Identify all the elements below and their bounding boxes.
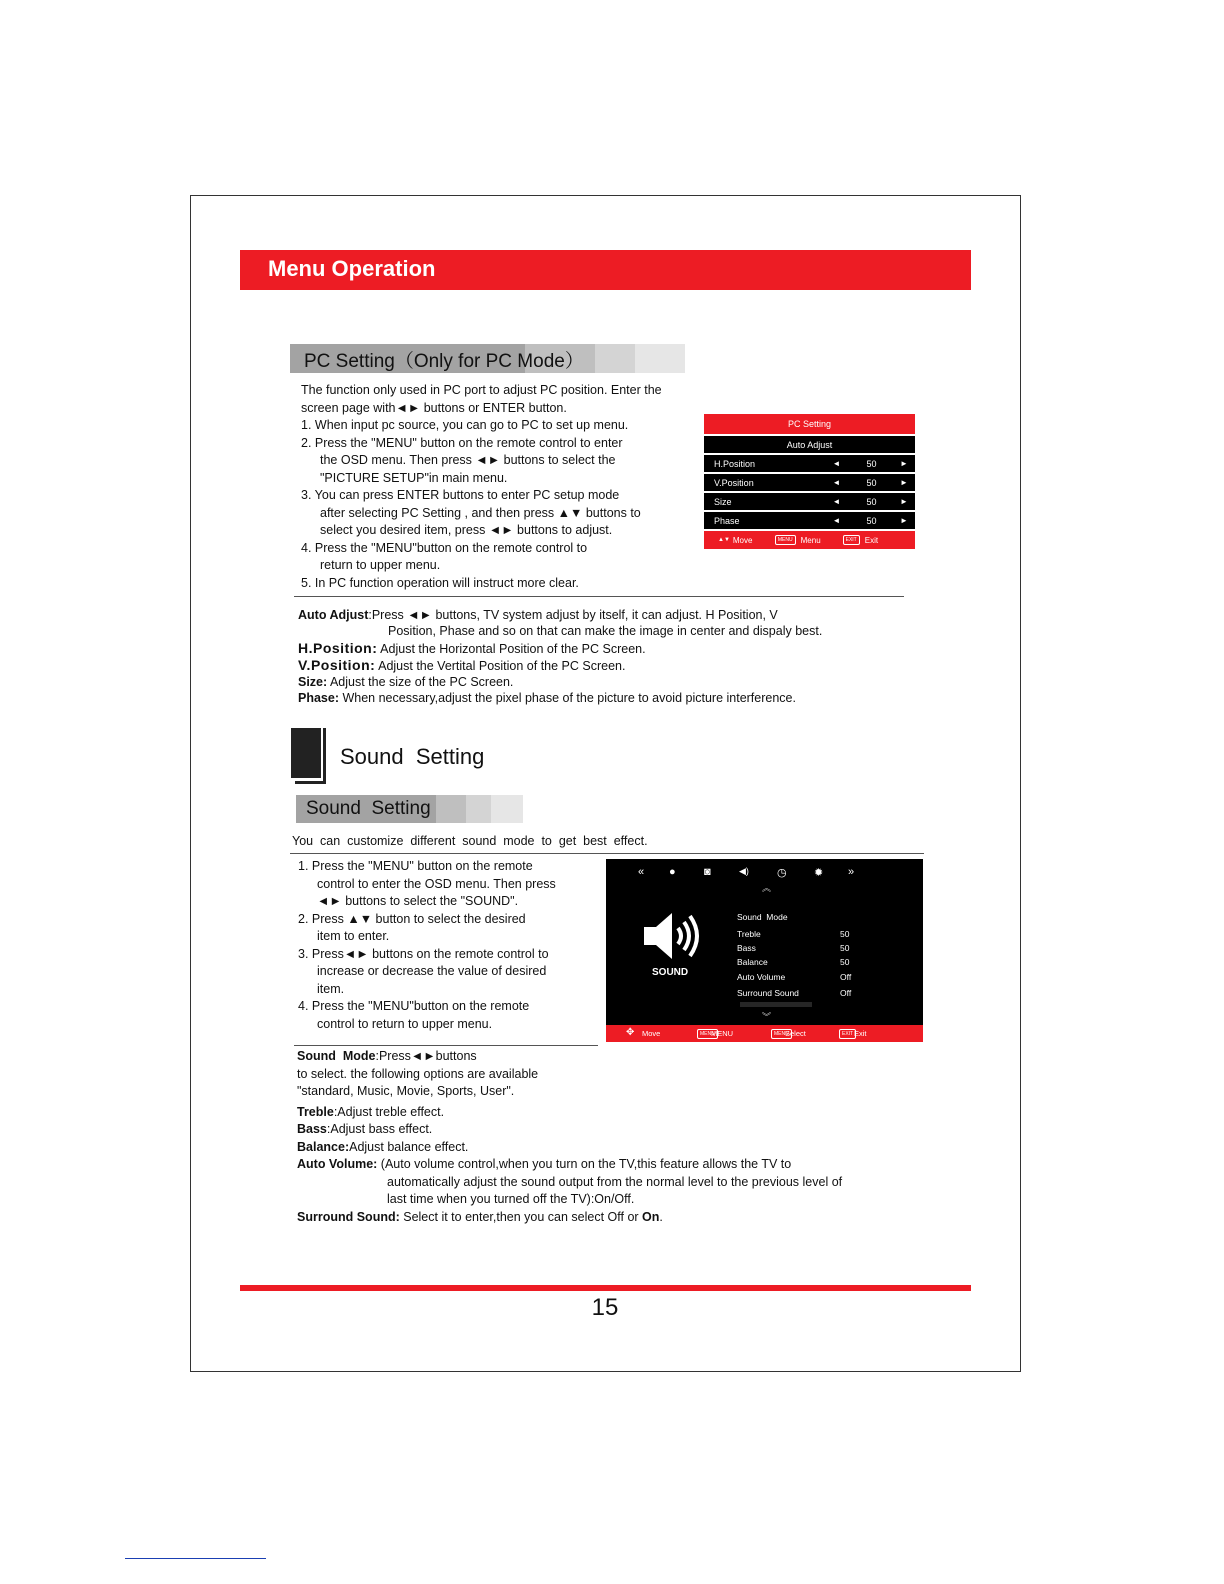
sound-instructions — [298, 858, 598, 1033]
menu-label: Menu — [800, 535, 821, 545]
page-title: Menu Operation — [268, 256, 436, 281]
step-line: increase or decrease the value of desired — [317, 964, 547, 978]
osd-item-label: Auto Volume — [737, 972, 786, 982]
footnote-rule — [125, 1558, 266, 1559]
prev-page-icon: « — [638, 866, 645, 878]
picture-icon: ● — [669, 866, 676, 878]
osd-row-label: Size — [714, 496, 732, 507]
step-line: 4. Press the "MENU"button on the remote control to — [301, 540, 588, 555]
auto-volume-def: Auto Volume: (Auto volume control,when you turn on the TV,this feature allows the TV to — [297, 1157, 792, 1171]
left-arrow-icon: ◄ — [832, 478, 841, 487]
step-line: 1. When input pc source, you can go to PC to set up menu. — [301, 418, 629, 432]
osd-item-value: 50 — [840, 929, 850, 939]
pc-section-heading-text: PC Setting（Only for PC Mode） — [304, 351, 584, 372]
move-label: Move — [732, 535, 753, 545]
left-arrow-icon: ◄ — [832, 459, 841, 468]
right-arrow-icon: ► — [900, 459, 908, 468]
size-def: Size: Adjust the size of the PC Screen. — [298, 675, 514, 690]
osd-auto-adjust: Auto Adjust — [704, 436, 915, 453]
select-key-icon: MENU — [771, 1029, 792, 1039]
sound-setting-osd — [606, 859, 923, 1042]
move-icon: ▲▼ — [718, 537, 730, 543]
left-arrow-icon: ◄ — [832, 516, 841, 525]
step-line: return to upper menu. — [320, 558, 441, 572]
faded-next-item — [740, 1002, 812, 1007]
osd-row-value: 50 — [866, 477, 877, 488]
osd-row-size — [704, 493, 915, 510]
osd-row-vposition — [704, 474, 915, 491]
step-line: select you desired item, press ◄► buttons to adjust. — [320, 523, 613, 537]
exit-label: Exit — [854, 1029, 867, 1038]
treble-def: Treble:Adjust treble effect. — [297, 1104, 445, 1119]
step-line: 1. Press the "MENU" button on the remote — [298, 859, 533, 873]
step-line: item. — [317, 981, 345, 996]
menu-label: MENU — [711, 1029, 734, 1038]
step-line: item to enter. — [317, 929, 390, 943]
osd-sound-label: SOUND — [652, 967, 689, 978]
step-line: the OSD menu. Then press ◄► buttons to select the — [320, 453, 616, 467]
osd-row-value: 50 — [866, 515, 877, 526]
step-line: control to enter the OSD menu. Then press — [317, 876, 556, 891]
pc-instructions — [301, 382, 691, 592]
pc-setting-osd — [704, 414, 915, 549]
exit-label: Exit — [864, 535, 879, 545]
exit-key-icon: EXIT — [843, 535, 860, 545]
osd-row-value: 50 — [866, 496, 877, 507]
next-page-icon: » — [848, 866, 855, 878]
pc-definitions — [298, 607, 908, 707]
move-icon: ✥ — [626, 1027, 635, 1038]
hposition-def: H.Position: Adjust the Horizontal Position of the PC Screen. — [298, 639, 646, 656]
page-number: 15 — [591, 1294, 619, 1321]
osd-title: PC Setting — [704, 414, 915, 434]
step-line: 2. Press ▲▼ button to select the desired — [298, 911, 526, 926]
divider — [294, 1045, 598, 1046]
osd-item-label: Balance — [737, 957, 768, 967]
select-label: Select — [785, 1029, 806, 1038]
setup-icon: ✹ — [814, 867, 824, 879]
auto-adjust-def: Auto Adjust:Press ◄► buttons, TV system adjust by itself, it can adjust. H Position, V — [298, 608, 778, 622]
step-line: control to return to upper menu. — [317, 1016, 493, 1031]
right-arrow-icon: ► — [900, 497, 908, 506]
osd-row-value: 50 — [866, 458, 877, 469]
menu-key-icon: MENU — [775, 535, 796, 545]
footer-bar — [240, 1285, 971, 1291]
divider — [290, 853, 924, 854]
step-line: 2. Press the "MENU" button on the remote control to enter — [301, 435, 623, 450]
sound-mode-def: Sound Mode:Press◄►buttons — [297, 1049, 477, 1063]
step-line: 3. Press◄► buttons on the remote control to — [298, 946, 549, 961]
intro-line: screen page with◄► buttons or ENTER button. — [301, 400, 567, 415]
sound-definitions — [297, 1048, 897, 1226]
osd-row-hposition — [704, 455, 915, 472]
pc-section-heading — [290, 344, 685, 373]
balance-def: Balance:Adjust balance effect. — [297, 1139, 469, 1154]
step-line: 5. In PC function operation will instruct more clear. — [301, 575, 579, 590]
divider — [294, 596, 904, 597]
phase-def: Phase: When necessary,adjust the pixel phase of the picture to avoid picture interference. — [298, 691, 796, 706]
clock-icon: ◷ — [777, 867, 787, 879]
osd-footer — [606, 1025, 923, 1042]
surround-def: Surround Sound: Select it to enter,then you can select Off or On. — [297, 1209, 663, 1224]
osd-item-value: Off — [840, 972, 852, 982]
bass-def: Bass:Adjust bass effect. — [297, 1122, 433, 1136]
osd-row-label: V.Position — [714, 477, 754, 488]
speaker-icon — [642, 910, 706, 962]
menu-key-icon: MENU — [697, 1029, 718, 1039]
osd-row-label: Phase — [714, 515, 740, 526]
book-icon — [291, 728, 331, 786]
down-arrow-icon: ︾ — [762, 1012, 772, 1022]
osd-item-label: Sound Mode — [737, 912, 788, 922]
sound-section-heading-text: Sound Setting — [306, 798, 431, 819]
step-line: ◄► buttons to select the "SOUND". — [317, 894, 519, 908]
sound-intro: You can customize different sound mode to get best effect. — [292, 834, 648, 848]
sound-section-heading — [296, 795, 523, 823]
exit-key-icon: EXIT — [839, 1029, 856, 1039]
screen-icon: ◙ — [704, 866, 711, 878]
osd-item-value: Off — [840, 988, 852, 998]
sound-mode-def-cont: to select. the following options are available — [297, 1066, 539, 1081]
auto-adjust-def-cont: Position, Phase and so on that can make the image in center and dispaly best. — [388, 624, 823, 639]
step-line: 4. Press the "MENU"button on the remote — [298, 999, 530, 1013]
sound-icon: ◀) — [739, 866, 749, 876]
sound-section-title: Sound Setting — [340, 744, 485, 769]
osd-item-value: 50 — [840, 943, 850, 953]
intro-line: The function only used in PC port to adjust PC position. Enter the — [301, 383, 662, 397]
osd-item-value: 50 — [840, 957, 850, 967]
vposition-def: V.Position: Adjust the Vertital Position of the PC Screen. — [298, 656, 626, 673]
osd-item-label: Bass — [737, 943, 756, 953]
sound-mode-def-cont: "standard, Music, Movie, Sports, User". — [297, 1084, 515, 1098]
osd-row-label: H.Position — [714, 458, 756, 469]
step-line: after selecting PC Setting , and then press ▲▼ buttons to — [320, 505, 641, 520]
left-arrow-icon: ◄ — [832, 497, 841, 506]
step-line: 3. You can press ENTER buttons to enter PC setup mode — [301, 488, 620, 502]
osd-row-phase — [704, 512, 915, 529]
move-label: Move — [642, 1029, 661, 1038]
osd-footer — [704, 531, 915, 549]
auto-volume-def-cont: automatically adjust the sound output from the normal level to the previous level of — [387, 1174, 843, 1189]
osd-item-label: Treble — [737, 929, 761, 939]
osd-item-label: Surround Sound — [737, 988, 799, 998]
right-arrow-icon: ► — [900, 516, 908, 525]
auto-volume-def-cont: last time when you turned off the TV):On/Off. — [387, 1192, 635, 1206]
up-arrow-icon: ︽ — [762, 883, 772, 893]
step-line: "PICTURE SETUP"in main menu. — [320, 470, 508, 485]
right-arrow-icon: ► — [900, 478, 908, 487]
osd-menu-icons — [606, 866, 923, 880]
